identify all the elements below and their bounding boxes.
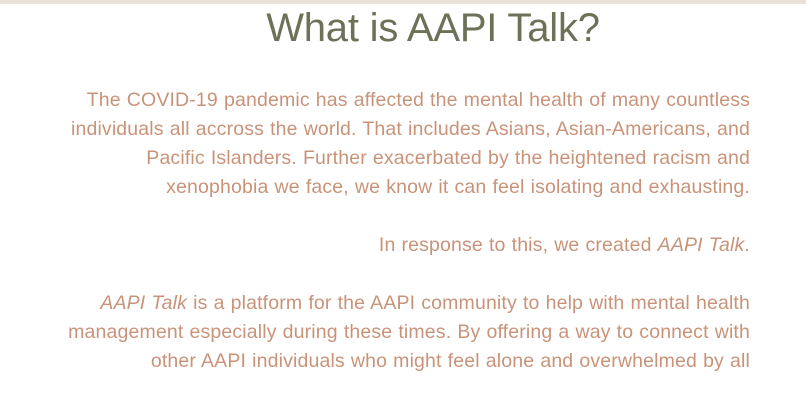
content-area (0, 4, 806, 372)
text-run: In response to this, we created (378, 234, 658, 256)
paragraph-platform (58, 289, 750, 376)
text-run: is a platform for the AAPI community to help with mental health management especially during these times. By offering a way to connect with other AAPI individuals who might feel alone and overwhelmed by all (68, 292, 750, 372)
brand-name-emphasis: AAPI Talk (657, 234, 745, 256)
text-run: The COVID-19 pandemic has affected the mental health of many countless individuals all accross the world. That includes Asians, Asian-Americans, and Pacific Islanders. Further exacerbated by the heightened racism and xenophobia we face, we know it can feel isolating and exhausting. (70, 89, 750, 198)
body-copy (58, 86, 750, 376)
paragraph-intro (58, 86, 750, 202)
brand-name-emphasis: AAPI Talk (100, 292, 188, 314)
text-run: . (744, 234, 750, 256)
paragraph-response (58, 231, 750, 260)
page-title: What is AAPI Talk? (266, 6, 600, 50)
